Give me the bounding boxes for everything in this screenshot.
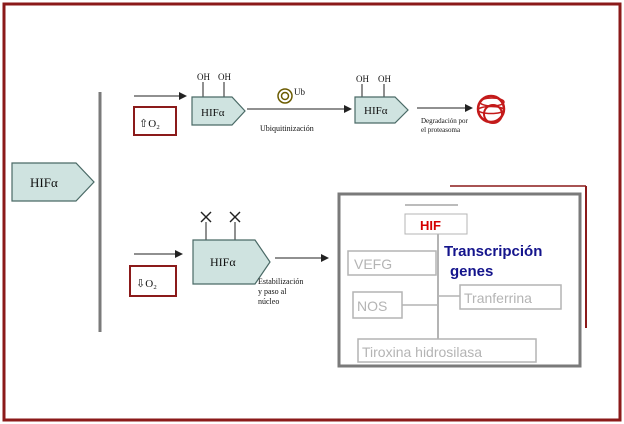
gene-vefg-label: VEFG: [354, 256, 393, 272]
hif-label: HIF: [420, 218, 441, 233]
top2-oh-right: OH: [378, 74, 391, 84]
o2-decrease-symbol: ⇩O₂: [136, 278, 157, 290]
bottom-hif-alpha-label: HIFα: [210, 255, 236, 269]
gene-tiroxina-label: Tiroxina hidrosilasa: [362, 344, 483, 360]
top2-oh-left: OH: [356, 74, 369, 84]
stabilization-line1: Estabilización: [258, 277, 304, 286]
ubiquitination-label: Ubiquitinización: [260, 124, 314, 133]
ubiquitin-inner-ring: [282, 93, 289, 100]
degradation-line1: Degradación por: [421, 117, 468, 125]
ub-label: Ub: [294, 87, 305, 97]
stabilization-line3: núcleo: [258, 297, 280, 306]
top-hif-alpha-label: HIFα: [201, 107, 225, 119]
blocked-hydroxylation-icon: [201, 212, 240, 240]
top2-hif-alpha-label: HIFα: [364, 105, 388, 117]
degradation-line2: el proteasoma: [421, 126, 461, 134]
stabilization-line2: y paso al: [258, 287, 287, 296]
gene-tranferrina-label: Tranferrina: [464, 290, 532, 306]
gene-nos-label: NOS: [357, 298, 388, 314]
proteasome-icon: [478, 96, 504, 123]
hif-alpha-main-label: HIFα: [30, 175, 58, 190]
top-oh-left: OH: [197, 72, 210, 82]
o2-increase-symbol: ⇧O₂: [139, 118, 160, 130]
transcription-line1: Transcripción: [444, 243, 543, 260]
top-oh-right: OH: [218, 72, 231, 82]
transcription-line2: genes: [450, 263, 494, 280]
